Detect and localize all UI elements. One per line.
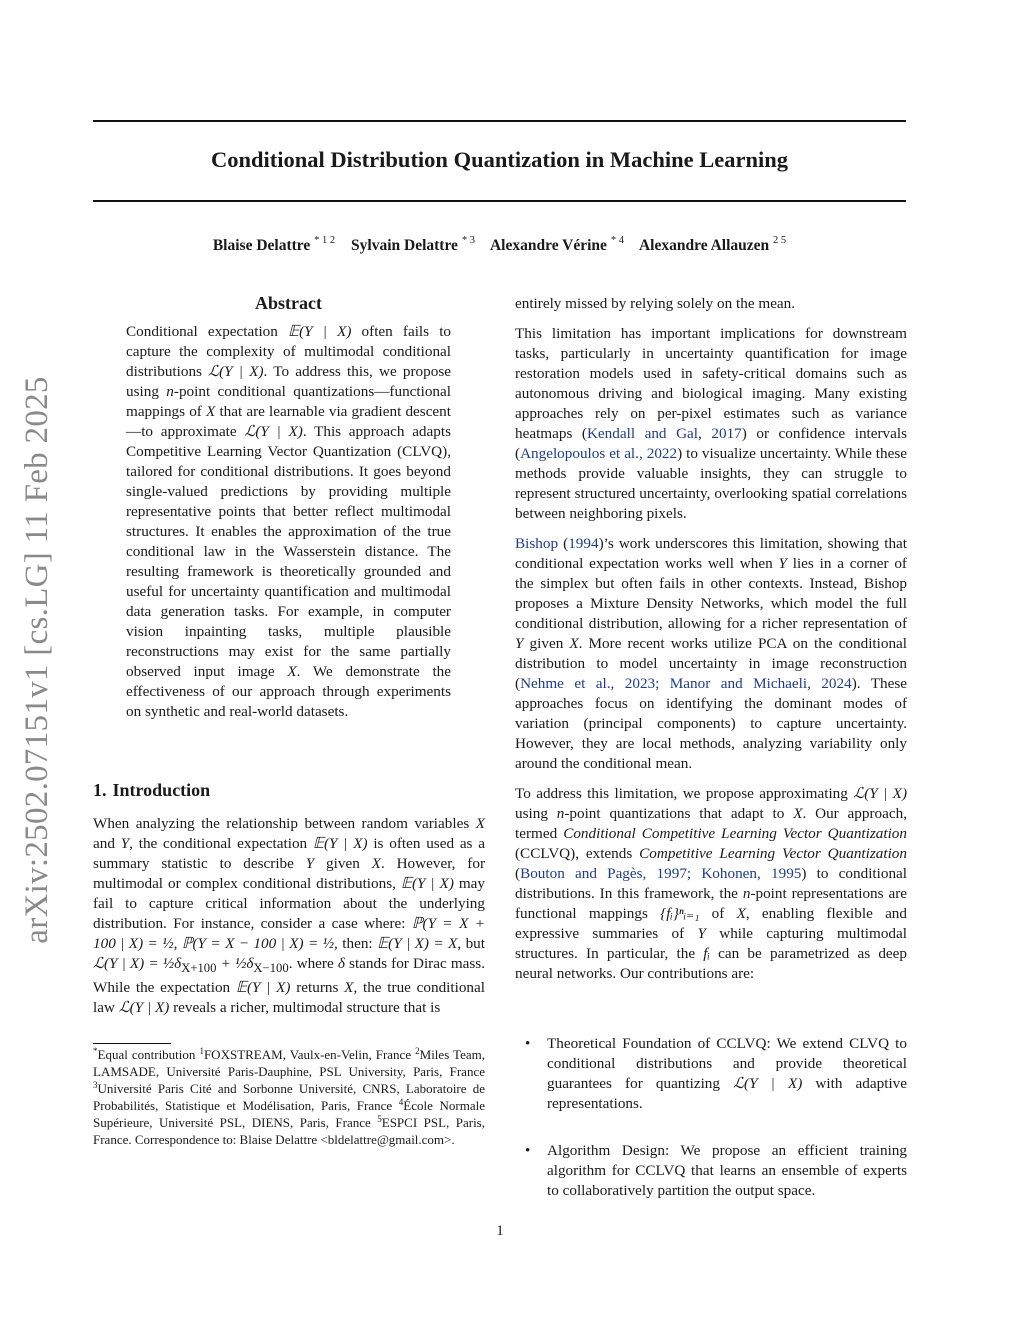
- affiliation-footnote: *Equal contribution $^1$FOXSTREAM, Vaulx-en-Velin, France $^2$Miles Team, LAMSADE, Université Paris-Dauphine, PSL University, Paris, France $^3$Université Paris Cité and Sorbonne Université, CNRS, Laboratoire de Probabilités, Statistique et Modélisation, Paris, France $^4$École Normale Supérieure, Université PSL, DIENS, Paris, France $^5$ESPCI PSL, Paris, France. Correspondence to: Blaise Delattre <bldelattre@gmail.com>.: [93, 1046, 485, 1147]
- math-expression: ℒ(Y | X): [733, 1075, 803, 1092]
- math-expression: X: [206, 403, 216, 420]
- math-expression: ℒ(Y | X): [208, 363, 264, 380]
- math-expression: X: [475, 815, 485, 832]
- math-expression: X: [569, 635, 579, 652]
- introduction-paragraph-3: Bishop (1994)’s work underscores this limitation, showing that conditional expectation works well when Y lies in a corner of the simplex but often fails in other contexts. Instead, Bishop proposes a Mixture Density Networks, which model the full conditional distribution, allowing for a richer representation of Y given X. More recent works utilize PCA on the conditional distribution to model uncertainty in image reconstruction (Nehme et al., 2023; Manor and Michaeli, 2024). These approaches focus on identifying the dominant modes of variation (principal components) to capture uncertainty. However, they are local methods, analyzing variability only around the conditional mean.: [515, 535, 907, 772]
- arxiv-stamp: arXiv:2502.07151v1 [cs.LG] 11 Feb 2025: [19, 376, 55, 944]
- contribution-item-1: • Theoretical Foundation of CCLVQ: We extend CLVQ to conditional distributions and provide theoretical guarantees for quantizing ℒ(Y | X) with adaptive representations.: [525, 1035, 907, 1112]
- author-2: Sylvain Delattre $^{* 3}$: [351, 235, 475, 254]
- math-expression: Y: [697, 925, 706, 942]
- affiliation-mark: 3: [93, 1080, 98, 1090]
- math-expression: X: [371, 855, 381, 872]
- math-expression: X: [287, 663, 297, 680]
- citation-link[interactable]: Angelopoulos et al., 2022: [520, 445, 678, 462]
- abstract-body: Conditional expectation 𝔼(Y | X) often fails to capture the complexity of multimodal conditional distributions ℒ(Y | X). To address this, we propose using n-point conditional quantizations—functional mappings of X that are learnable via gradient descent—to approximate ℒ(Y | X). This approach adapts Competitive Learning Vector Quantization (CLVQ), tailored for conditional distributions. It goes beyond single-valued predictions by providing multiple representative points that better reflect multimodal structures. It enables the approximation of the true conditional law in the Wasserstein distance. The resulting framework is theoretically grounded and useful for uncertainty quantification and multimodal data generation tasks. For example, in computer vision inpainting tasks, multiple plausible reconstructions may exist for the same partially observed input image X. We demonstrate the effectiveness of our approach through experiments on synthetic and real-world datasets.: [126, 323, 452, 720]
- math-expression: 𝔼(Y | X): [288, 323, 352, 340]
- citation-link[interactable]: Bouton and Pagès, 1997; Kohonen, 1995: [520, 865, 802, 882]
- citation-link[interactable]: 2017: [711, 425, 742, 442]
- footnote-rule: [93, 1043, 171, 1044]
- math-expression: Y: [120, 835, 130, 852]
- math-expression: ℒ(Y | X): [244, 423, 303, 440]
- math-expression: + ½δ: [216, 955, 254, 972]
- math-expression: ℒ(Y | X): [853, 785, 907, 802]
- contribution-item-2: • Algorithm Design: We propose an efficient training algorithm for CCLVQ that learns an ensemble of experts to collaboratively partition the output space.: [525, 1142, 907, 1199]
- math-expression: 𝔼(Y | X): [235, 979, 291, 997]
- author-3: Alexandre Vérine $^{* 4}$: [489, 235, 624, 254]
- affiliation-mark: *: [93, 1046, 98, 1056]
- title-rule-bottom: [93, 200, 906, 202]
- author-4: Alexandre Allauzen $^{2 5}$: [638, 235, 787, 254]
- math-expression: 𝔼(Y | X): [312, 835, 368, 852]
- math-expression: fᵢ: [703, 945, 710, 962]
- emphasis-text: Competitive Learning Vector Quantization: [639, 845, 907, 862]
- bullet-icon: •: [525, 1035, 531, 1052]
- math-expression: 𝔼(Y | X): [400, 875, 454, 892]
- introduction-paragraph-4: To address this limitation, we propose approximating ℒ(Y | X) using n-point quantizations that adapt to X. Our approach, termed Conditional Competitive Learning Vector Quantization (CCLVQ), extends Competitive Learning Vector Quantization (Bouton and Pagès, 1997; Kohonen, 1995) to conditional distributions. In this framework, the n-point representations are functional mappings {fᵢ}ⁿᵢ₌₁ of X, enabling flexible and expressive summaries of Y while capturing multimodal structures. In particular, the fᵢ can be parametrized as deep neural networks. Our contributions are:: [515, 785, 908, 982]
- math-expression: X: [793, 805, 803, 822]
- bullet-icon: •: [525, 1142, 531, 1159]
- abstract-heading: Abstract: [255, 293, 322, 313]
- math-expression: Y: [778, 555, 787, 572]
- author-1: Blaise Delattre $^{* 1 2}$: [212, 235, 336, 254]
- paper-title: Conditional Distribution Quantization in Machine Learning: [211, 147, 788, 172]
- math-expression: n: [556, 805, 565, 822]
- affiliation-mark: 4: [398, 1097, 404, 1107]
- citation-link[interactable]: Nehme et al., 2023; Manor and Michaeli, 2024: [520, 675, 852, 692]
- math-expression: 𝔼(Y | X) = X,: [377, 935, 462, 952]
- section-heading-introduction: 1. Introduction: [93, 780, 211, 800]
- affiliation-mark: 1: [199, 1046, 204, 1056]
- math-expression: ℙ(Y = X + 100 | X) = ½, ℙ(Y = X − 100 | X) = ½,: [93, 915, 485, 952]
- math-expression: X: [736, 905, 746, 922]
- subscript: X−100: [253, 961, 289, 976]
- affiliation-mark: 5: [377, 1114, 382, 1124]
- page-number: 1: [496, 1223, 504, 1239]
- math-expression: δ: [337, 955, 345, 972]
- math-expression: Y: [305, 855, 315, 872]
- math-expression: n: [166, 383, 174, 400]
- citation-link[interactable]: 1994: [568, 535, 599, 552]
- introduction-paragraph-1: When analyzing the relationship between random variables X and Y, the conditional expectation 𝔼(Y | X) is often used as a summary statistic to describe Y given X. However, for multimodal or complex conditional distributions, 𝔼(Y | X) may fail to capture critical information about the underlying distribution. For instance, consider a case where: ℙ(Y = X + 100 | X) = ½, ℙ(Y = X − 100 | X) = ½, then: 𝔼(Y | X) = X, but ℒ(Y | $X) = \frac{1}{2}\delta_{X+100}$ + $\frac{1}{2}\delta_{X-100}$. where δ stands for Dirac mass. While the expectation 𝔼(Y | X) returns X, the true conditional law ℒ(Y | X) reveals a richer, multimodal structure that is: [93, 815, 486, 1017]
- introduction-paragraph-2: This limitation has important implications for downstream tasks, particularly in uncertainty quantification for image restoration models used in safety-critical domains such as autonomous driving and biological imaging. Many existing approaches rely on per-pixel estimates such as variance heatmaps (Kendall and Gal, 2017) or confidence intervals (Angelopoulos et al., 2022) to visualize uncertainty. While these methods provide valuable insights, they can struggle to represent structured uncertainty, overlooking spatial correlations between neighboring pixels.: [515, 325, 908, 522]
- math-expression: Y: [515, 635, 524, 652]
- emphasis-text: Conditional Competitive Learning Vector Quantization: [563, 825, 907, 842]
- author-list: [93, 234, 906, 258]
- math-expression: ℒ(Y | X) = ½δ: [93, 955, 182, 972]
- affiliation-mark: 2: [415, 1046, 420, 1056]
- subscript: X+100: [181, 961, 217, 976]
- citation-link[interactable]: Bishop: [515, 535, 559, 552]
- citation-link[interactable]: Kendall and Gal: [586, 425, 699, 442]
- math-expression: ℒ(Y | X): [118, 999, 170, 1017]
- introduction-paragraph-1-continued: entirely missed by relying solely on the mean.: [515, 295, 796, 312]
- math-expression: X: [344, 979, 354, 997]
- title-rule-top: [93, 120, 906, 122]
- math-expression: {fᵢ}ⁿᵢ₌₁: [660, 905, 700, 922]
- math-expression: n: [742, 885, 751, 902]
